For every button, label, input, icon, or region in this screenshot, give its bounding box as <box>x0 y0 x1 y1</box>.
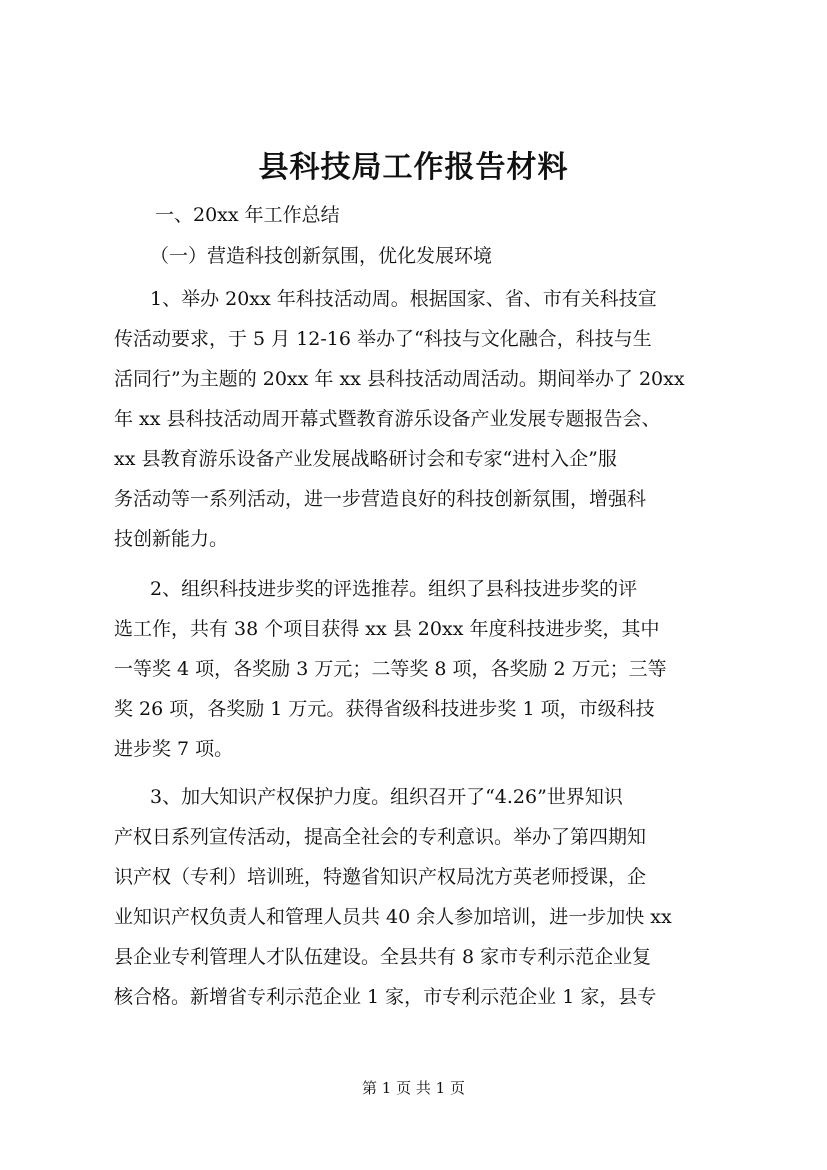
paragraph-line: 一等奖 4 项，各奖励 3 万元；二等奖 8 项，各奖励 2 万元；三等 <box>114 658 667 680</box>
paragraph-line: 活同行”为主题的 20xx 年 xx 县科技活动周活动。期间举办了 20xx <box>114 368 685 390</box>
paragraph-line: 2、组织科技进步奖的评选推荐。组织了县科技进步奖的评 <box>150 578 638 600</box>
paragraph-science-week <box>114 279 714 559</box>
page-number-footer: 第 1 页 共 1 页 <box>362 1079 465 1097</box>
section-heading: 一、20xx 年工作总结 <box>155 204 340 226</box>
paragraph-line: 产权日系列宣传活动，提高全社会的专利意识。举办了第四期知 <box>114 826 647 848</box>
document-title: 县科技局工作报告材料 <box>258 150 569 185</box>
paragraph-line: 核合格。新增省专利示范企业 1 家，市专利示范企业 1 家，县专 <box>114 986 657 1008</box>
paragraph-line: 进步奖 7 项。 <box>114 738 234 760</box>
paragraph-line: 奖 26 项，各奖励 1 万元。获得省级科技进步奖 1 项，市级科技 <box>114 698 655 720</box>
paragraph-line: xx 县教育游乐设备产业发展战略研讨会和专家“进村入企”服 <box>114 448 617 470</box>
paragraph-line: 业知识产权负责人和管理人员共 40 余人参加培训，进一步加快 xx <box>114 906 672 928</box>
paragraph-science-award <box>114 569 714 769</box>
paragraph-ip-protection <box>114 777 714 1017</box>
paragraph-line: 县企业专利管理人才队伍建设。全县共有 8 家市专利示范企业复 <box>114 946 652 968</box>
paragraph-line: 识产权（专利）培训班，特邀省知识产权局沈方英老师授课，企 <box>114 866 647 888</box>
subsection-heading: （一）营造科技创新氛围，优化发展环境 <box>150 245 493 267</box>
paragraph-line: 技创新能力。 <box>114 528 229 550</box>
paragraph-line: 传活动要求，于 5 月 12-16 举办了“科技与文化融合，科技与生 <box>114 328 652 350</box>
paragraph-line: 务活动等一系列活动，进一步营造良好的科技创新氛围，增强科 <box>114 488 647 510</box>
paragraph-line: 年 xx 县科技活动周开幕式暨教育游乐设备产业发展专题报告会、 <box>114 408 661 430</box>
paragraph-line: 选工作，共有 38 个项目获得 xx 县 20xx 年度科技进步奖，其中 <box>114 618 660 640</box>
paragraph-line: 3、加大知识产权保护力度。组织召开了“4.26”世界知识 <box>150 786 623 808</box>
paragraph-line: 1、举办 20xx 年科技活动周。根据国家、省、市有关科技宣 <box>150 288 657 310</box>
